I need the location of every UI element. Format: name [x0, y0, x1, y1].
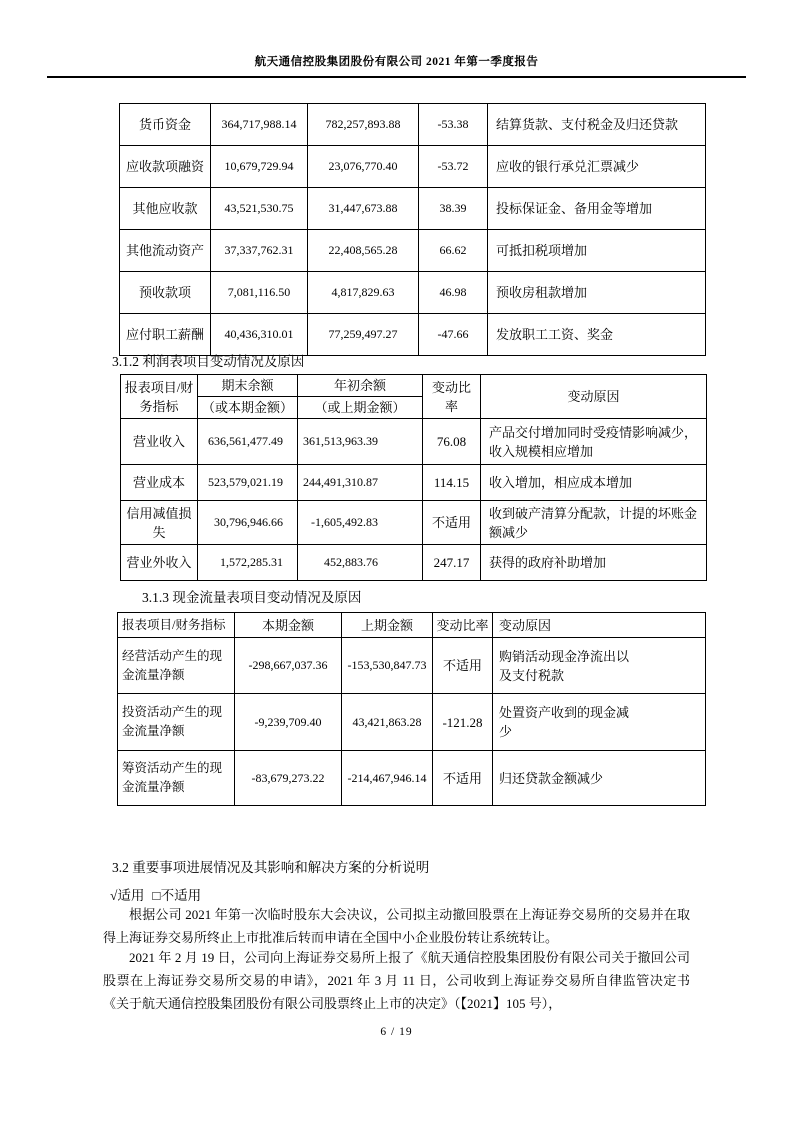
prior-value-cell: -153,530,847.73	[342, 638, 433, 694]
end-value-cell: 523,579,021.19	[198, 465, 298, 501]
current-value-cell: 364,717,988.14	[211, 104, 308, 146]
ratio-cell: 不适用	[423, 501, 481, 545]
table-row	[120, 146, 706, 188]
ratio-cell: -53.38	[419, 104, 488, 146]
reason-cell: 归还贷款金额减少	[493, 751, 706, 806]
reason-cell: 预收房租款增加	[488, 272, 706, 314]
current-value-cell: 10,679,729.94	[211, 146, 308, 188]
table-row	[120, 104, 706, 146]
table-header-row	[121, 375, 707, 397]
begin-value-cell: 361,513,963.39	[298, 419, 423, 465]
table-row	[120, 230, 706, 272]
header-ratio-cell: 变动比率	[433, 613, 493, 638]
table-row	[120, 188, 706, 230]
body-paragraph: 根据公司 2021 年第一次临时股东大会决议，公司拟主动撤回股票在上海证券交易所的交易并在取得上海证券交易所终止上市批准后转而申请在全国中小企业股份转让系统转让。	[103, 907, 690, 945]
prior-value-cell: 31,447,673.88	[308, 188, 419, 230]
section-heading-3-1-3: 3.1.3 现金流量表项目变动情况及原因	[142, 590, 362, 605]
item-cell: 货币资金	[120, 104, 211, 146]
ratio-cell: 76.08	[423, 419, 481, 465]
ratio-cell: 66.62	[419, 230, 488, 272]
reason-cell: 投标保证金、备用金等增加	[488, 188, 706, 230]
section-heading-3-1-2: 3.1.2 利润表项目变动情况及原因	[112, 354, 305, 369]
balance-items-table	[119, 103, 706, 356]
reason-cell: 结算货款、支付税金及归还贷款	[488, 104, 706, 146]
report-header-title: 航天通信控股集团股份有限公司 2021 年第一季度报告	[47, 53, 746, 78]
begin-value-cell: 244,491,310.87	[298, 465, 423, 501]
ratio-cell: 38.39	[419, 188, 488, 230]
item-cell: 应付职工薪酬	[120, 314, 211, 356]
ratio-cell: 114.15	[423, 465, 481, 501]
item-cell: 经营活动产生的现金流量净额	[118, 638, 235, 694]
table-row	[120, 272, 706, 314]
prior-value-cell: 43,421,863.28	[342, 694, 433, 751]
reason-cell: 可抵扣税项增加	[488, 230, 706, 272]
ratio-cell: 46.98	[419, 272, 488, 314]
current-value-cell: -83,679,273.22	[235, 751, 342, 806]
ratio-cell: -47.66	[419, 314, 488, 356]
page-number-indicator: 6 / 19	[380, 1026, 413, 1038]
current-value-cell: 37,337,762.31	[211, 230, 308, 272]
item-cell: 信用减值损失	[121, 501, 198, 545]
not-applicable-label: 不适用	[160, 888, 202, 903]
prior-value-cell: 22,408,565.28	[308, 230, 419, 272]
ratio-cell: 247.17	[423, 545, 481, 581]
table-row	[121, 465, 707, 501]
header-item-cell: 报表项目/财务指标	[118, 613, 235, 638]
table-row	[118, 638, 706, 694]
header-ratio-cell: 变动比率	[423, 375, 481, 419]
begin-value-cell: -1,605,492.83	[298, 501, 423, 545]
begin-value-cell: 452,883.76	[298, 545, 423, 581]
reason-cell: 获得的政府补助增加	[481, 545, 707, 581]
header-prior-cell: 上期金额	[342, 613, 433, 638]
end-value-cell: 1,572,285.31	[198, 545, 298, 581]
table-row	[118, 751, 706, 806]
item-cell: 应收款项融资	[120, 146, 211, 188]
item-cell: 其他应收款	[120, 188, 211, 230]
reason-cell: 产品交付增加同时受疫情影响减少，收入规模相应增加	[481, 419, 707, 465]
checkbox-empty-icon: □	[152, 888, 161, 903]
reason-cell: 应收的银行承兑汇票减少	[488, 146, 706, 188]
table-row	[121, 419, 707, 465]
reason-cell: 发放职工工资、奖金	[488, 314, 706, 356]
item-cell: 营业收入	[121, 419, 198, 465]
cashflow-statement-table	[117, 612, 706, 806]
income-statement-table	[120, 374, 707, 581]
item-cell: 营业外收入	[121, 545, 198, 581]
current-value-cell: 40,436,310.01	[211, 314, 308, 356]
header-begin-balance-cell: 年初余额	[298, 375, 423, 397]
prior-value-cell: 23,076,770.40	[308, 146, 419, 188]
ratio-cell: 不适用	[433, 638, 493, 694]
header-item-cell: 报表项目/财务指标	[121, 375, 198, 419]
section-heading-3-2: 3.2 重要事项进展情况及其影响和解决方案的分析说明	[112, 860, 430, 875]
current-value-cell: -9,239,709.40	[235, 694, 342, 751]
table-row	[121, 501, 707, 545]
end-value-cell: 30,796,946.66	[198, 501, 298, 545]
body-paragraph: 2021 年 2 月 19 日，公司向上海证券交易所上报了《航天通信控股集团股份有限公司关于撤回公司股票在上海证券交易所交易的申请》，2021 年 3 月 11 日，公司收到上海证券交易所自律监管决定书《关于航天通信控股集团股份有限公司股票终止上市的决定》（【2021】105 号），	[103, 950, 690, 1011]
reason-cell: 购销活动现金净流出以及支付税款	[493, 638, 706, 694]
table-row	[121, 545, 707, 581]
header-current-cell: 本期金额	[235, 613, 342, 638]
reason-cell: 处置资产收到的现金减少	[493, 694, 706, 751]
applicability-line	[110, 884, 201, 904]
end-value-cell: 636,561,477.49	[198, 419, 298, 465]
table-header-row	[118, 613, 706, 638]
current-value-cell: -298,667,037.36	[235, 638, 342, 694]
header-reason-cell: 变动原因	[481, 375, 707, 419]
current-value-cell: 7,081,116.50	[211, 272, 308, 314]
prior-value-cell: 4,817,829.63	[308, 272, 419, 314]
table-row	[118, 694, 706, 751]
ratio-cell: -121.28	[433, 694, 493, 751]
item-cell: 其他流动资产	[120, 230, 211, 272]
check-mark-icon: √	[110, 888, 118, 903]
header-end-sub-cell: （或本期金额）	[198, 397, 298, 419]
prior-value-cell: 77,259,497.27	[308, 314, 419, 356]
header-end-balance-cell: 期末余额	[198, 375, 298, 397]
current-value-cell: 43,521,530.75	[211, 188, 308, 230]
reason-cell: 收到破产清算分配款，计提的坏账金额减少	[481, 501, 707, 545]
ratio-cell: -53.72	[419, 146, 488, 188]
reason-cell: 收入增加，相应成本增加	[481, 465, 707, 501]
header-reason-cell: 变动原因	[493, 613, 706, 638]
prior-value-cell: 782,257,893.88	[308, 104, 419, 146]
header-begin-sub-cell: （或上期金额）	[298, 397, 423, 419]
item-cell: 预收款项	[120, 272, 211, 314]
item-cell: 营业成本	[121, 465, 198, 501]
item-cell: 筹资活动产生的现金流量净额	[118, 751, 235, 806]
item-cell: 投资活动产生的现金流量净额	[118, 694, 235, 751]
applicable-label: 适用	[117, 888, 145, 903]
prior-value-cell: -214,467,946.14	[342, 751, 433, 806]
ratio-cell: 不适用	[433, 751, 493, 806]
